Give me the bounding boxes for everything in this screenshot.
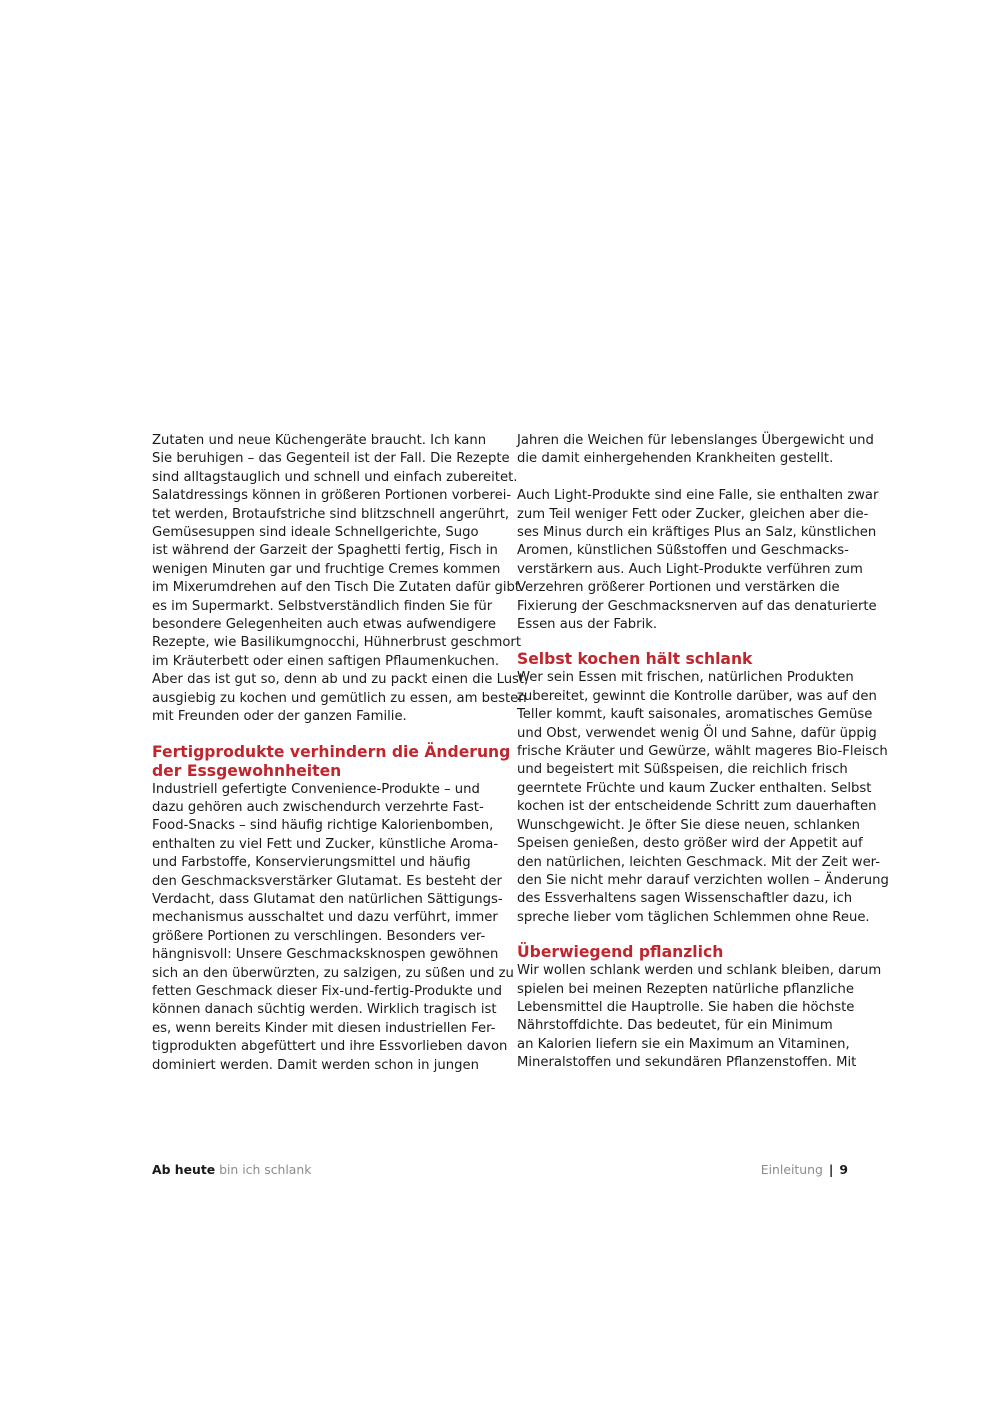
text-line: Fixierung der Geschmacksnerven auf das denaturierte bbox=[517, 598, 877, 614]
text-line: an Kalorien liefern sie ein Maximum an Vitaminen, bbox=[517, 1036, 850, 1052]
left-column bbox=[152, 432, 529, 1075]
text-line: ausgiebig zu kochen und gemütlich zu essen, am besten bbox=[152, 690, 527, 706]
fertigprodukte-paragraph bbox=[152, 781, 514, 1076]
text-line: verstärkern aus. Auch Light-Produkte verführen zum bbox=[517, 561, 863, 577]
text-line: mit Freunden oder der ganzen Familie. bbox=[152, 709, 407, 725]
light-produkte-paragraph bbox=[517, 487, 879, 634]
text-line: den Sie nicht mehr darauf verzichten wollen – Änderung bbox=[517, 872, 889, 888]
text-line: es, wenn bereits Kinder mit diesen industriellen Fer- bbox=[152, 1020, 496, 1036]
text-line: enthalten zu viel Fett und Zucker, künstliche Aroma- bbox=[152, 836, 499, 852]
section-heading-pflanzlich bbox=[517, 943, 862, 962]
right-column bbox=[517, 432, 889, 1073]
footer-book-title bbox=[152, 1162, 311, 1178]
text-line: tet werden, Brotaufstriche sind blitzschnell angerührt, bbox=[152, 506, 510, 522]
text-line: Sie beruhigen – das Gegenteil ist der Fall. Die Rezepte bbox=[152, 451, 510, 467]
text-line: größere Portionen zu verschlingen. Besonders ver- bbox=[152, 928, 486, 944]
text-line: Verdacht, dass Glutamat den natürlichen Sättigungs- bbox=[152, 891, 503, 907]
text-line: ses Minus durch ein kräftiges Plus an Salz, künstlichen bbox=[517, 525, 877, 541]
heading-line: Überwiegend pflanzlich bbox=[517, 943, 724, 962]
text-line: Jahren die Weichen für lebenslanges Übergewicht und bbox=[517, 433, 874, 448]
pflanzlich-paragraph bbox=[517, 962, 882, 1072]
text-line: den Geschmacksverstärker Glutamat. Es besteht der bbox=[152, 873, 502, 889]
text-line: sich an den überwürzten, zu salzigen, zu süßen und zu bbox=[152, 965, 514, 981]
text-line: dominiert werden. Damit werden schon in jungen bbox=[152, 1057, 479, 1073]
intro-paragraph bbox=[152, 432, 529, 727]
text-line: Lebensmittel die Hauptrolle. Sie haben die höchste bbox=[517, 999, 855, 1015]
text-line: Essen aus der Fabrik. bbox=[517, 617, 658, 633]
section-heading-selbst-kochen bbox=[517, 650, 862, 669]
text-line: Salatdressings können in größeren Portionen vorberei- bbox=[152, 488, 512, 504]
text-line: fetten Geschmack dieser Fix-und-fertig-Produkte und bbox=[152, 983, 503, 999]
text-line: des Essverhaltens sagen Wissenschaftler dazu, ich bbox=[517, 891, 853, 907]
text-line: kochen ist der entscheidende Schritt zum dauerhaften bbox=[517, 799, 877, 815]
text-line: wenigen Minuten gar und fruchtige Cremes kommen bbox=[152, 561, 501, 577]
page-number: 9 bbox=[839, 1162, 848, 1177]
book-title-rest: bin ich schlank bbox=[215, 1162, 312, 1177]
text-line: den natürlichen, leichten Geschmack. Mit der Zeit wer- bbox=[517, 854, 881, 870]
text-line: Auch Light-Produkte sind eine Falle, sie enthalten zwar bbox=[517, 488, 879, 504]
text-line: dazu gehören auch zwischendurch verzehrte Fast- bbox=[152, 799, 484, 815]
text-line: im Kräuterbett oder einen saftigen Pflaumenkuchen. bbox=[152, 653, 500, 669]
text-line: es im Supermarkt. Selbstverständlich finden Sie für bbox=[152, 598, 493, 614]
text-line: und Obst, verwendet wenig Öl und Sahne, dafür üppig bbox=[517, 725, 877, 741]
text-line: ist während der Garzeit der Spaghetti fertig, Fisch in bbox=[152, 543, 498, 559]
text-line: Zutaten und neue Küchengeräte braucht. Ich kann bbox=[152, 433, 487, 448]
text-line: Aber das ist gut so, denn ab und zu packt einen die Lust, bbox=[152, 672, 529, 688]
text-line: Speisen genießen, desto größer wird der Appetit auf bbox=[517, 836, 863, 852]
heading-line: der Essgewohnheiten bbox=[152, 761, 342, 780]
text-line: Wer sein Essen mit frischen, natürlichen Produkten bbox=[517, 670, 854, 686]
text-line: Gemüsesuppen sind ideale Schnellgerichte, Sugo bbox=[152, 525, 479, 541]
heading-line: Fertigprodukte verhindern die Änderung bbox=[152, 742, 511, 761]
text-line: und begeistert mit Süßspeisen, die reichlich frisch bbox=[517, 762, 848, 778]
text-line: frische Kräuter und Gewürze, wählt mageres Bio-Fleisch bbox=[517, 744, 888, 760]
heading-line: Selbst kochen hält schlank bbox=[517, 650, 753, 669]
text-line: Food-Snacks – sind häufig richtige Kalorienbomben, bbox=[152, 818, 494, 834]
text-line: tigprodukten abgefüttert und ihre Essvorlieben davon bbox=[152, 1039, 508, 1055]
text-line: Wunschgewicht. Je öfter Sie diese neuen, schlanken bbox=[517, 817, 861, 833]
text-line: Mineralstoffen und sekundären Pflanzenstoffen. Mit bbox=[517, 1055, 857, 1071]
footer-page-info bbox=[761, 1162, 848, 1178]
text-line: besondere Gelegenheiten auch etwas aufwendigere bbox=[152, 617, 496, 633]
book-title-bold: Ab heute bbox=[152, 1162, 216, 1177]
text-line: die damit einhergehenden Krankheiten gestellt. bbox=[517, 451, 834, 467]
paragraph-spacer bbox=[517, 469, 862, 487]
text-line: im Mixerumdrehen auf den Tisch Die Zutaten dafür gibt bbox=[152, 580, 521, 596]
text-line: sind alltagstauglich und schnell und einfach zubereitet. bbox=[152, 469, 518, 485]
footer-separator: | bbox=[828, 1162, 834, 1177]
text-line: Rezepte, wie Basilikumgnocchi, Hühnerbrust geschmort bbox=[152, 635, 522, 651]
text-line: Wir wollen schlank werden und schlank bleiben, darum bbox=[517, 963, 882, 979]
text-line: spielen bei meinen Rezepten natürliche pflanzliche bbox=[517, 981, 854, 997]
text-line: Verzehren größerer Portionen und verstärken die bbox=[517, 580, 840, 596]
text-line: geerntete Früchte und kaum Zucker enthalten. Selbst bbox=[517, 780, 872, 796]
text-line: mechanismus ausschaltet und dazu verführt, immer bbox=[152, 910, 498, 926]
text-line: Nährstoffdichte. Das bedeutet, für ein Minimum bbox=[517, 1018, 833, 1034]
section-heading-fertigprodukte bbox=[152, 742, 511, 781]
continuation-paragraph bbox=[517, 432, 874, 469]
text-line: Industriell gefertigte Convenience-Produkte – und bbox=[152, 781, 480, 797]
text-line: zum Teil weniger Fett oder Zucker, gleichen aber die- bbox=[517, 506, 869, 522]
text-line: spreche lieber vom täglichen Schlemmen ohne Reue. bbox=[517, 909, 870, 925]
chapter-name: Einleitung bbox=[760, 1162, 823, 1177]
text-line: hängnisvoll: Unsere Geschmacksknospen gewöhnen bbox=[152, 947, 499, 963]
text-line: zubereitet, gewinnt die Kontrolle darüber, was auf den bbox=[517, 688, 877, 704]
selbst-kochen-paragraph bbox=[517, 669, 889, 927]
text-line: Teller kommt, kauft saisonales, aromatisches Gemüse bbox=[517, 707, 873, 723]
text-line: und Farbstoffe, Konservierungsmittel und häufig bbox=[152, 855, 471, 871]
text-line: Aromen, künstlichen Süßstoffen und Geschmacks- bbox=[517, 543, 849, 559]
text-line: können danach süchtig werden. Wirklich tragisch ist bbox=[152, 1002, 497, 1018]
